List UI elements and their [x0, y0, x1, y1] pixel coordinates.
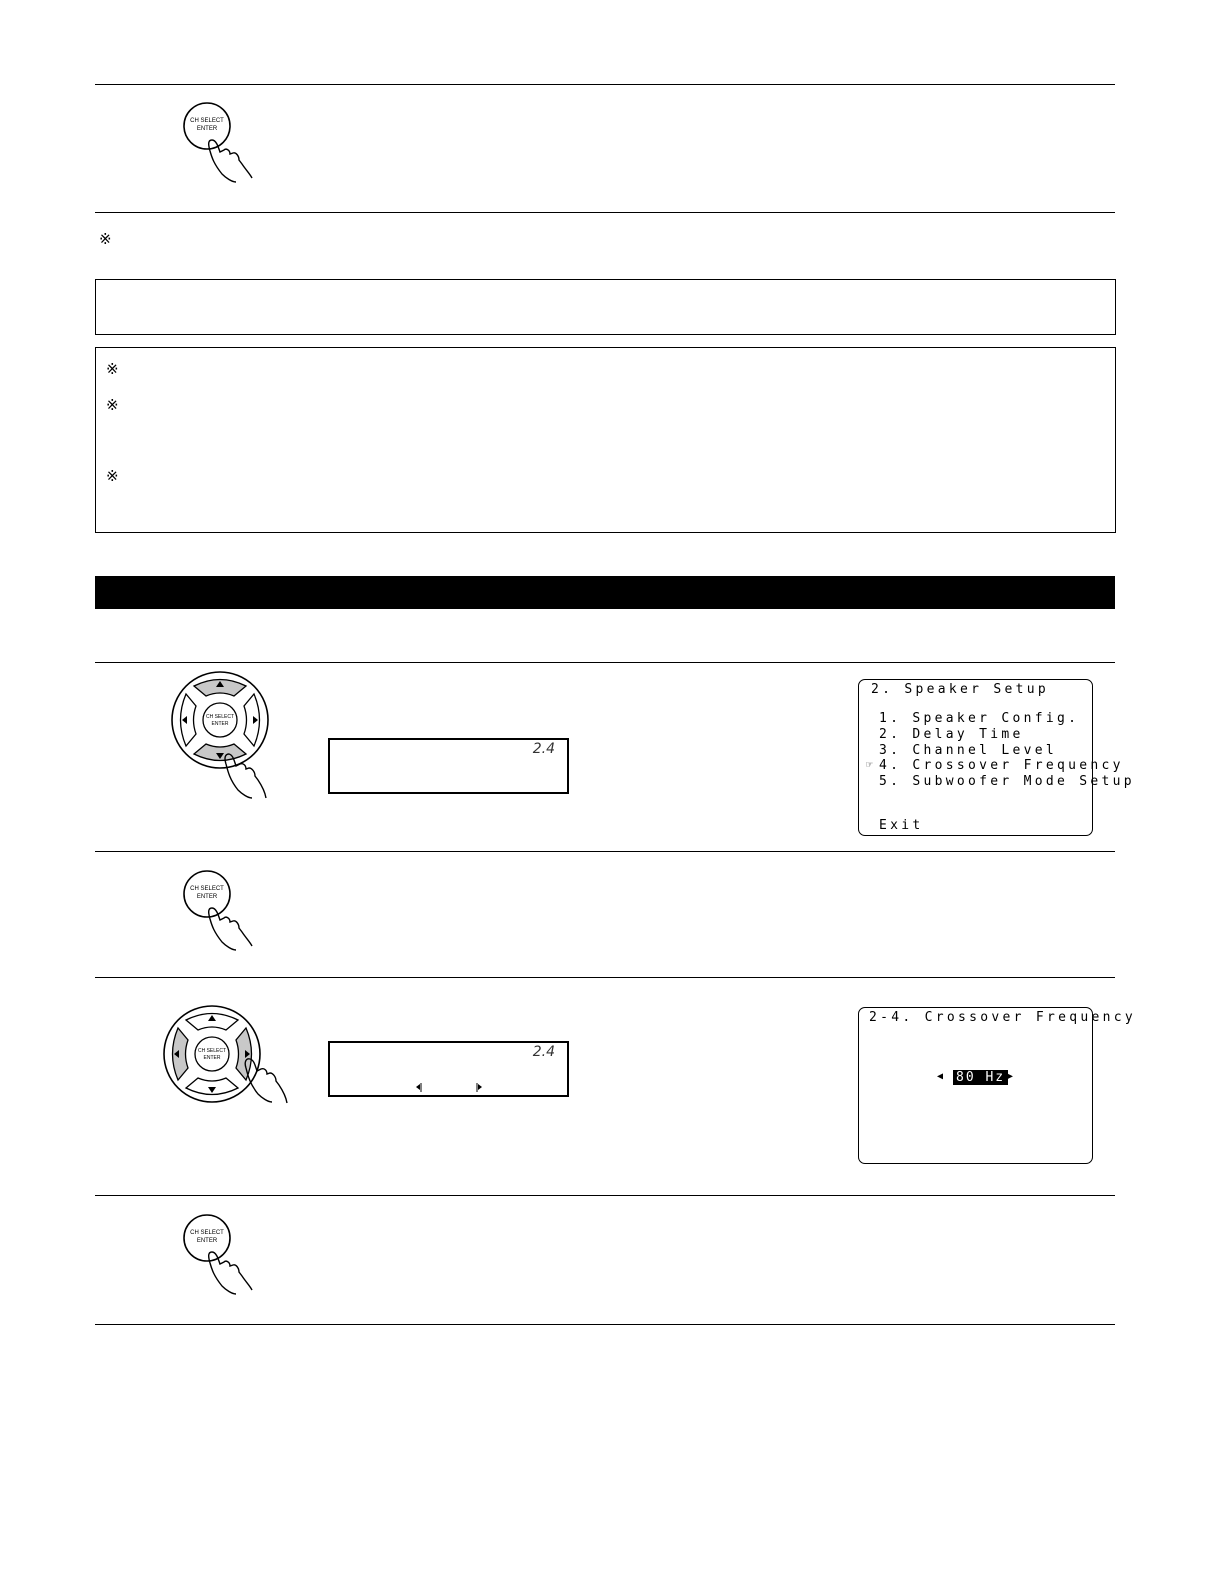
lcd-menu-number: 2.4	[532, 741, 555, 757]
osd-menu-item: 5. Subwoofer Mode Setup	[879, 774, 1135, 789]
enter-label-2: ENTER	[196, 126, 218, 132]
divider-step-end	[95, 212, 1115, 213]
enter-label-1: CH SELECT	[190, 118, 224, 124]
enter-label-1: CH SELECT	[190, 886, 224, 892]
crossover-value: 80 Hz	[953, 1070, 1008, 1085]
osd-title: 2. Speaker Setup	[871, 682, 1050, 697]
cursor-pad-left-right-illustration	[162, 1002, 292, 1108]
osd-title: 2-4. Crossover Frequency	[869, 1010, 1137, 1025]
osd-speaker-setup	[858, 679, 1135, 836]
enter-label-2: ENTER	[196, 894, 218, 900]
right-triangle-icon: ▶	[1007, 1071, 1014, 1082]
enter-label-2: ENTER	[211, 721, 229, 727]
enter-button-press-illustration	[178, 96, 258, 184]
divider-top	[95, 84, 1115, 85]
enter-button-press-illustration	[178, 864, 258, 952]
enter-label-2: ENTER	[196, 1238, 218, 1244]
lcd-left-right-indicators	[414, 1081, 484, 1095]
enter-button-icon	[203, 703, 237, 737]
right-indicator-icon	[478, 1084, 482, 1090]
enter-button-icon	[195, 1037, 229, 1071]
left-indicator-icon	[416, 1084, 420, 1090]
divider	[95, 1324, 1115, 1325]
lcd-display	[328, 1041, 569, 1097]
note-mark: ※	[99, 230, 112, 248]
enter-label-1: CH SELECT	[190, 1230, 224, 1236]
section-header-bar	[95, 576, 1115, 609]
left-triangle-icon: ◀	[937, 1071, 944, 1082]
enter-button-press-illustration	[178, 1208, 258, 1296]
divider	[95, 977, 1115, 978]
osd-exit: Exit	[879, 818, 924, 833]
osd-menu-item: 3. Channel Level	[879, 743, 1058, 758]
pointing-hand-icon: ☞	[866, 758, 873, 771]
note-mark: ※	[106, 396, 119, 414]
cursor-pad-down-illustration	[170, 668, 280, 800]
lcd-menu-number: 2.4	[532, 1044, 555, 1060]
divider	[95, 662, 1115, 663]
osd-crossover-frequency	[858, 1007, 1137, 1164]
osd-menu-item: 2. Delay Time	[879, 727, 1024, 742]
enter-label-1: CH SELECT	[205, 714, 235, 720]
lcd-display	[328, 738, 569, 794]
enter-label-2: ENTER	[203, 1055, 221, 1061]
enter-label-1: CH SELECT	[197, 1048, 227, 1054]
note-mark: ※	[106, 467, 119, 485]
info-box	[95, 279, 1116, 335]
notes-box	[95, 347, 1116, 533]
note-mark: ※	[106, 360, 119, 378]
divider	[95, 1195, 1115, 1196]
osd-menu-item-selected: 4. Crossover Frequency	[879, 758, 1124, 773]
divider	[95, 851, 1115, 852]
osd-menu-item: 1. Speaker Config.	[879, 711, 1080, 726]
